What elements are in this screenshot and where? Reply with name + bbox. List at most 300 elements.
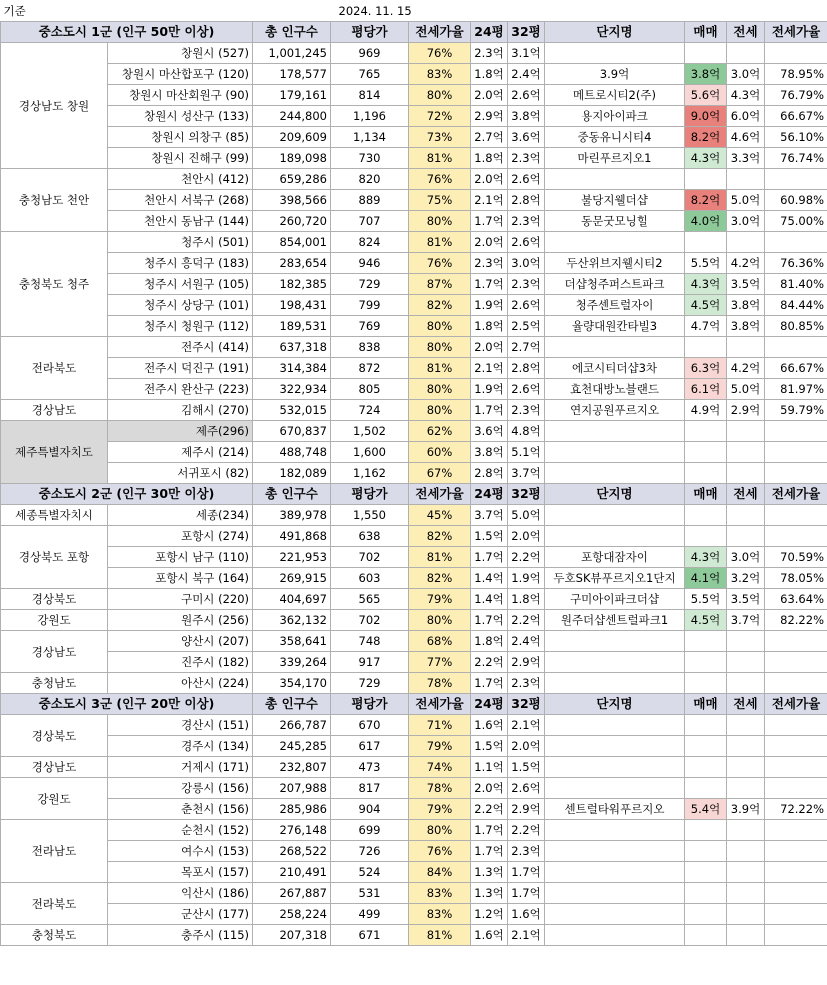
price-24-cell: 2.9억 bbox=[471, 106, 508, 127]
price-32-cell: 2.2억 bbox=[508, 547, 545, 568]
complex-name-cell bbox=[545, 883, 685, 904]
city-cell: 청주시 흥덕구 (183) bbox=[108, 253, 253, 274]
jeonse-price-cell: 3.5억 bbox=[727, 274, 765, 295]
population-cell: 339,264 bbox=[253, 652, 331, 673]
price-per-pyeong-cell: 769 bbox=[331, 316, 409, 337]
price-24-cell: 1.7억 bbox=[471, 400, 508, 421]
complex-jeonse-rate-cell bbox=[765, 505, 827, 526]
price-per-pyeong-cell: 638 bbox=[331, 526, 409, 547]
price-32-cell: 3.8억 bbox=[508, 106, 545, 127]
jeonse-price-cell bbox=[727, 715, 765, 736]
price-24-cell: 1.6억 bbox=[471, 715, 508, 736]
complex-name-cell bbox=[545, 337, 685, 358]
price-per-pyeong-cell: 730 bbox=[331, 148, 409, 169]
price-32-cell: 1.5억 bbox=[508, 757, 545, 778]
complex-jeonse-rate-cell bbox=[765, 463, 827, 484]
price-32-cell: 2.3억 bbox=[508, 211, 545, 232]
column-header: 전세가율 bbox=[765, 694, 827, 715]
population-cell: 267,887 bbox=[253, 883, 331, 904]
complex-name-cell: 원주더샵센트럴파크1 bbox=[545, 610, 685, 631]
table-row bbox=[1, 211, 827, 232]
complex-jeonse-rate-cell: 76.79% bbox=[765, 85, 827, 106]
jeonse-price-cell bbox=[727, 526, 765, 547]
jeonse-rate-cell: 83% bbox=[409, 883, 471, 904]
complex-jeonse-rate-cell: 72.22% bbox=[765, 799, 827, 820]
complex-jeonse-rate-cell: 81.40% bbox=[765, 274, 827, 295]
complex-jeonse-rate-cell bbox=[765, 442, 827, 463]
table-row bbox=[1, 589, 827, 610]
price-24-cell: 2.2억 bbox=[471, 799, 508, 820]
jeonse-rate-cell: 80% bbox=[409, 211, 471, 232]
city-cell: 서귀포시 (82) bbox=[108, 463, 253, 484]
price-24-cell: 1.8억 bbox=[471, 64, 508, 85]
city-cell: 경주시 (134) bbox=[108, 736, 253, 757]
price-per-pyeong-cell: 824 bbox=[331, 232, 409, 253]
price-24-cell: 2.0억 bbox=[471, 85, 508, 106]
price-24-cell: 1.7억 bbox=[471, 547, 508, 568]
region-cell: 경상남도 bbox=[1, 631, 108, 673]
jeonse-price-cell bbox=[727, 652, 765, 673]
price-32-cell: 2.0억 bbox=[508, 526, 545, 547]
complex-name-cell: 동문굿모닝힐 bbox=[545, 211, 685, 232]
complex-jeonse-rate-cell: 60.98% bbox=[765, 190, 827, 211]
jeonse-price-cell: 2.9억 bbox=[727, 400, 765, 421]
column-header: 총 인구수 bbox=[253, 694, 331, 715]
column-header: 전세 bbox=[727, 484, 765, 505]
jeonse-price-cell bbox=[727, 820, 765, 841]
city-cell: 제주(296) bbox=[108, 421, 253, 442]
price-32-cell: 2.2억 bbox=[508, 820, 545, 841]
jeonse-rate-cell: 74% bbox=[409, 757, 471, 778]
price-32-cell: 2.3억 bbox=[508, 673, 545, 694]
complex-name-cell: 효천대방노블랜드 bbox=[545, 379, 685, 400]
price-32-cell: 2.8억 bbox=[508, 358, 545, 379]
column-header: 32평 bbox=[508, 22, 545, 43]
price-24-cell: 1.7억 bbox=[471, 673, 508, 694]
region-cell: 충청남도 bbox=[1, 673, 108, 694]
city-cell: 경산시 (151) bbox=[108, 715, 253, 736]
complex-jeonse-rate-cell: 81.97% bbox=[765, 379, 827, 400]
column-header: 전세 bbox=[727, 694, 765, 715]
city-cell: 순천시 (152) bbox=[108, 820, 253, 841]
city-cell: 창원시 마산합포구 (120) bbox=[108, 64, 253, 85]
price-32-cell: 2.6억 bbox=[508, 379, 545, 400]
jeonse-price-cell bbox=[727, 883, 765, 904]
city-cell: 창원시 마산회원구 (90) bbox=[108, 85, 253, 106]
complex-name-cell: 두산위브지웰시티2 bbox=[545, 253, 685, 274]
region-cell: 경상북도 bbox=[1, 589, 108, 610]
price-per-pyeong-cell: 699 bbox=[331, 820, 409, 841]
price-32-cell: 2.0억 bbox=[508, 736, 545, 757]
table-row bbox=[1, 799, 827, 820]
column-header: 전세가율 bbox=[765, 484, 827, 505]
complex-jeonse-rate-cell: 66.67% bbox=[765, 106, 827, 127]
region-cell: 경상남도 bbox=[1, 757, 108, 778]
price-32-cell: 2.9억 bbox=[508, 652, 545, 673]
complex-jeonse-rate-cell bbox=[765, 778, 827, 799]
table-row bbox=[1, 295, 827, 316]
city-cell: 포항시 (274) bbox=[108, 526, 253, 547]
city-cell: 청주시 서원구 (105) bbox=[108, 274, 253, 295]
jeonse-rate-cell: 82% bbox=[409, 568, 471, 589]
city-cell: 청주시 (501) bbox=[108, 232, 253, 253]
sale-price-cell: 4.0억 bbox=[685, 211, 727, 232]
jeonse-price-cell: 4.2억 bbox=[727, 253, 765, 274]
city-cell: 청주시 청원구 (112) bbox=[108, 316, 253, 337]
price-32-cell: 2.1억 bbox=[508, 715, 545, 736]
section-title: 중소도시 3군 (인구 20만 이상) bbox=[1, 694, 253, 715]
complex-name-cell: 더샵청주퍼스트파크 bbox=[545, 274, 685, 295]
city-cell: 진주시 (182) bbox=[108, 652, 253, 673]
complex-jeonse-rate-cell bbox=[765, 232, 827, 253]
sale-price-cell bbox=[685, 715, 727, 736]
table-row bbox=[1, 64, 827, 85]
complex-jeonse-rate-cell bbox=[765, 43, 827, 64]
basis-label: 기준 bbox=[1, 0, 108, 22]
city-cell: 창원시 진해구 (99) bbox=[108, 148, 253, 169]
table-row bbox=[1, 841, 827, 862]
sale-price-cell bbox=[685, 925, 727, 946]
price-per-pyeong-cell: 820 bbox=[331, 169, 409, 190]
price-24-cell: 1.8억 bbox=[471, 316, 508, 337]
jeonse-price-cell: 3.0억 bbox=[727, 547, 765, 568]
sale-price-cell: 4.5억 bbox=[685, 295, 727, 316]
jeonse-rate-cell: 83% bbox=[409, 904, 471, 925]
jeonse-rate-cell: 72% bbox=[409, 106, 471, 127]
jeonse-rate-cell: 80% bbox=[409, 400, 471, 421]
population-cell: 268,522 bbox=[253, 841, 331, 862]
complex-name-cell bbox=[545, 505, 685, 526]
price-32-cell: 5.0억 bbox=[508, 505, 545, 526]
region-cell: 강원도 bbox=[1, 778, 108, 820]
sale-price-cell bbox=[685, 841, 727, 862]
sale-price-cell bbox=[685, 232, 727, 253]
price-per-pyeong-cell: 603 bbox=[331, 568, 409, 589]
price-per-pyeong-cell: 729 bbox=[331, 274, 409, 295]
jeonse-price-cell bbox=[727, 442, 765, 463]
price-per-pyeong-cell: 817 bbox=[331, 778, 409, 799]
table-row bbox=[1, 106, 827, 127]
table-row bbox=[1, 43, 827, 64]
jeonse-price-cell: 3.9억 bbox=[727, 799, 765, 820]
price-32-cell: 2.2억 bbox=[508, 610, 545, 631]
price-32-cell: 2.6억 bbox=[508, 169, 545, 190]
jeonse-price-cell: 3.8억 bbox=[727, 316, 765, 337]
complex-jeonse-rate-cell bbox=[765, 421, 827, 442]
city-cell: 전주시 덕진구 (191) bbox=[108, 358, 253, 379]
price-24-cell: 2.3억 bbox=[471, 43, 508, 64]
jeonse-rate-cell: 81% bbox=[409, 547, 471, 568]
price-per-pyeong-cell: 805 bbox=[331, 379, 409, 400]
complex-name-cell: 마린푸르지오1 bbox=[545, 148, 685, 169]
city-cell: 창원시 (527) bbox=[108, 43, 253, 64]
price-24-cell: 2.1억 bbox=[471, 190, 508, 211]
table-row bbox=[1, 610, 827, 631]
city-cell: 천안시 서북구 (268) bbox=[108, 190, 253, 211]
price-32-cell: 2.1억 bbox=[508, 925, 545, 946]
complex-name-cell bbox=[545, 757, 685, 778]
table-row bbox=[1, 631, 827, 652]
table-row bbox=[1, 85, 827, 106]
jeonse-price-cell bbox=[727, 421, 765, 442]
population-cell: 266,787 bbox=[253, 715, 331, 736]
table-row bbox=[1, 463, 827, 484]
sale-price-cell bbox=[685, 757, 727, 778]
city-cell: 목포시 (157) bbox=[108, 862, 253, 883]
jeonse-price-cell bbox=[727, 337, 765, 358]
population-cell: 207,318 bbox=[253, 925, 331, 946]
complex-name-cell: 3.9억 bbox=[545, 64, 685, 85]
column-header: 24평 bbox=[471, 694, 508, 715]
population-cell: 182,385 bbox=[253, 274, 331, 295]
column-header: 총 인구수 bbox=[253, 484, 331, 505]
population-cell: 260,720 bbox=[253, 211, 331, 232]
city-cell: 춘천시 (156) bbox=[108, 799, 253, 820]
city-cell: 창원시 성산구 (133) bbox=[108, 106, 253, 127]
complex-jeonse-rate-cell bbox=[765, 925, 827, 946]
complex-name-cell bbox=[545, 421, 685, 442]
jeonse-rate-cell: 80% bbox=[409, 85, 471, 106]
table-row bbox=[1, 421, 827, 442]
complex-name-cell: 메트로시티2(주) bbox=[545, 85, 685, 106]
price-24-cell: 2.0억 bbox=[471, 169, 508, 190]
price-24-cell: 1.5억 bbox=[471, 736, 508, 757]
price-per-pyeong-cell: 1,550 bbox=[331, 505, 409, 526]
jeonse-price-cell bbox=[727, 631, 765, 652]
price-per-pyeong-cell: 524 bbox=[331, 862, 409, 883]
sale-price-cell: 8.2억 bbox=[685, 127, 727, 148]
jeonse-rate-cell: 67% bbox=[409, 463, 471, 484]
region-cell: 전라북도 bbox=[1, 337, 108, 400]
price-24-cell: 1.8억 bbox=[471, 148, 508, 169]
jeonse-rate-cell: 81% bbox=[409, 358, 471, 379]
population-cell: 285,986 bbox=[253, 799, 331, 820]
jeonse-rate-cell: 76% bbox=[409, 253, 471, 274]
jeonse-price-cell: 5.0억 bbox=[727, 379, 765, 400]
complex-jeonse-rate-cell bbox=[765, 757, 827, 778]
jeonse-rate-cell: 80% bbox=[409, 610, 471, 631]
price-24-cell: 3.6억 bbox=[471, 421, 508, 442]
price-24-cell: 1.2억 bbox=[471, 904, 508, 925]
price-32-cell: 2.9억 bbox=[508, 799, 545, 820]
column-header: 32평 bbox=[508, 484, 545, 505]
complex-jeonse-rate-cell bbox=[765, 883, 827, 904]
column-header: 24평 bbox=[471, 22, 508, 43]
jeonse-rate-cell: 79% bbox=[409, 799, 471, 820]
region-cell: 경상북도 포항 bbox=[1, 526, 108, 589]
price-32-cell: 2.3억 bbox=[508, 841, 545, 862]
city-cell: 포항시 북구 (164) bbox=[108, 568, 253, 589]
price-32-cell: 1.7억 bbox=[508, 862, 545, 883]
jeonse-rate-cell: 76% bbox=[409, 43, 471, 64]
complex-jeonse-rate-cell bbox=[765, 862, 827, 883]
complex-name-cell: 포항대잠자이 bbox=[545, 547, 685, 568]
jeonse-rate-cell: 68% bbox=[409, 631, 471, 652]
price-per-pyeong-cell: 1,134 bbox=[331, 127, 409, 148]
price-24-cell: 1.7억 bbox=[471, 211, 508, 232]
sale-price-cell bbox=[685, 883, 727, 904]
price-per-pyeong-cell: 702 bbox=[331, 547, 409, 568]
price-per-pyeong-cell: 1,600 bbox=[331, 442, 409, 463]
population-cell: 389,978 bbox=[253, 505, 331, 526]
table-row bbox=[1, 925, 827, 946]
jeonse-rate-cell: 82% bbox=[409, 295, 471, 316]
city-cell: 아산시 (224) bbox=[108, 673, 253, 694]
city-cell: 세종(234) bbox=[108, 505, 253, 526]
city-cell: 양산시 (207) bbox=[108, 631, 253, 652]
price-24-cell: 1.4억 bbox=[471, 568, 508, 589]
complex-name-cell bbox=[545, 673, 685, 694]
jeonse-rate-cell: 79% bbox=[409, 736, 471, 757]
complex-jeonse-rate-cell: 78.95% bbox=[765, 64, 827, 85]
sale-price-cell: 4.3억 bbox=[685, 274, 727, 295]
population-cell: 198,431 bbox=[253, 295, 331, 316]
price-24-cell: 2.1억 bbox=[471, 358, 508, 379]
table-row bbox=[1, 778, 827, 799]
city-cell: 충주시 (115) bbox=[108, 925, 253, 946]
complex-name-cell: 에코시티더샵3차 bbox=[545, 358, 685, 379]
population-cell: 354,170 bbox=[253, 673, 331, 694]
column-header: 전세가율 bbox=[765, 22, 827, 43]
price-per-pyeong-cell: 765 bbox=[331, 64, 409, 85]
price-32-cell: 3.0억 bbox=[508, 253, 545, 274]
jeonse-price-cell bbox=[727, 862, 765, 883]
jeonse-price-cell: 6.0억 bbox=[727, 106, 765, 127]
column-header: 전세가율 bbox=[409, 22, 471, 43]
jeonse-price-cell bbox=[727, 463, 765, 484]
price-per-pyeong-cell: 473 bbox=[331, 757, 409, 778]
price-24-cell: 1.8억 bbox=[471, 631, 508, 652]
city-cell: 포항시 남구 (110) bbox=[108, 547, 253, 568]
table-row bbox=[1, 862, 827, 883]
complex-jeonse-rate-cell: 76.36% bbox=[765, 253, 827, 274]
price-32-cell: 3.1억 bbox=[508, 43, 545, 64]
price-24-cell: 3.7억 bbox=[471, 505, 508, 526]
table-row bbox=[1, 904, 827, 925]
column-header: 단지명 bbox=[545, 484, 685, 505]
price-24-cell: 1.7억 bbox=[471, 274, 508, 295]
population-cell: 209,609 bbox=[253, 127, 331, 148]
sale-price-cell bbox=[685, 337, 727, 358]
top-row bbox=[1, 0, 827, 22]
jeonse-price-cell bbox=[727, 736, 765, 757]
table-row bbox=[1, 316, 827, 337]
region-cell: 충청북도 bbox=[1, 925, 108, 946]
population-cell: 178,577 bbox=[253, 64, 331, 85]
region-cell: 충청남도 천안 bbox=[1, 169, 108, 232]
jeonse-rate-cell: 80% bbox=[409, 820, 471, 841]
table-row bbox=[1, 526, 827, 547]
price-32-cell: 2.5억 bbox=[508, 316, 545, 337]
jeonse-rate-cell: 87% bbox=[409, 274, 471, 295]
column-header: 전세 bbox=[727, 22, 765, 43]
city-cell: 여수시 (153) bbox=[108, 841, 253, 862]
complex-jeonse-rate-cell: 56.10% bbox=[765, 127, 827, 148]
sale-price-cell bbox=[685, 463, 727, 484]
jeonse-price-cell bbox=[727, 169, 765, 190]
price-24-cell: 1.1억 bbox=[471, 757, 508, 778]
region-cell: 세종특별자치시 bbox=[1, 505, 108, 526]
complex-jeonse-rate-cell: 66.67% bbox=[765, 358, 827, 379]
price-24-cell: 1.3억 bbox=[471, 883, 508, 904]
complex-jeonse-rate-cell: 70.59% bbox=[765, 547, 827, 568]
price-32-cell: 2.6억 bbox=[508, 85, 545, 106]
population-cell: 637,318 bbox=[253, 337, 331, 358]
population-cell: 358,641 bbox=[253, 631, 331, 652]
population-cell: 221,953 bbox=[253, 547, 331, 568]
table-row bbox=[1, 673, 827, 694]
price-32-cell: 2.7억 bbox=[508, 337, 545, 358]
jeonse-price-cell: 3.8억 bbox=[727, 295, 765, 316]
table-row bbox=[1, 379, 827, 400]
jeonse-price-cell: 4.2억 bbox=[727, 358, 765, 379]
city-cell: 전주시 (414) bbox=[108, 337, 253, 358]
complex-jeonse-rate-cell: 82.22% bbox=[765, 610, 827, 631]
sale-price-cell: 4.5억 bbox=[685, 610, 727, 631]
region-cell: 경상북도 bbox=[1, 715, 108, 757]
sale-price-cell bbox=[685, 421, 727, 442]
price-per-pyeong-cell: 1,196 bbox=[331, 106, 409, 127]
city-cell: 구미시 (220) bbox=[108, 589, 253, 610]
price-per-pyeong-cell: 889 bbox=[331, 190, 409, 211]
complex-jeonse-rate-cell bbox=[765, 652, 827, 673]
complex-jeonse-rate-cell bbox=[765, 169, 827, 190]
sale-price-cell: 4.9억 bbox=[685, 400, 727, 421]
section-header-row bbox=[1, 484, 827, 505]
section-title: 중소도시 2군 (인구 30만 이상) bbox=[1, 484, 253, 505]
price-32-cell: 2.3억 bbox=[508, 148, 545, 169]
table-row bbox=[1, 127, 827, 148]
population-cell: 314,384 bbox=[253, 358, 331, 379]
population-cell: 276,148 bbox=[253, 820, 331, 841]
complex-name-cell bbox=[545, 736, 685, 757]
complex-jeonse-rate-cell: 75.00% bbox=[765, 211, 827, 232]
price-32-cell: 2.6억 bbox=[508, 778, 545, 799]
price-per-pyeong-cell: 814 bbox=[331, 85, 409, 106]
price-24-cell: 3.8억 bbox=[471, 442, 508, 463]
jeonse-rate-cell: 71% bbox=[409, 715, 471, 736]
population-cell: 670,837 bbox=[253, 421, 331, 442]
complex-jeonse-rate-cell bbox=[765, 673, 827, 694]
population-cell: 189,098 bbox=[253, 148, 331, 169]
region-cell: 경상남도 bbox=[1, 400, 108, 421]
jeonse-price-cell: 4.6억 bbox=[727, 127, 765, 148]
population-cell: 232,807 bbox=[253, 757, 331, 778]
sale-price-cell bbox=[685, 862, 727, 883]
population-cell: 854,001 bbox=[253, 232, 331, 253]
table-row bbox=[1, 400, 827, 421]
jeonse-price-cell: 4.3억 bbox=[727, 85, 765, 106]
complex-name-cell bbox=[545, 442, 685, 463]
population-cell: 244,800 bbox=[253, 106, 331, 127]
complex-jeonse-rate-cell bbox=[765, 526, 827, 547]
table-row bbox=[1, 757, 827, 778]
price-per-pyeong-cell: 617 bbox=[331, 736, 409, 757]
population-cell: 398,566 bbox=[253, 190, 331, 211]
population-cell: 179,161 bbox=[253, 85, 331, 106]
population-cell: 245,285 bbox=[253, 736, 331, 757]
price-per-pyeong-cell: 872 bbox=[331, 358, 409, 379]
column-header: 평당가 bbox=[331, 694, 409, 715]
table-row bbox=[1, 337, 827, 358]
population-cell: 182,089 bbox=[253, 463, 331, 484]
complex-jeonse-rate-cell bbox=[765, 715, 827, 736]
complex-jeonse-rate-cell bbox=[765, 631, 827, 652]
price-32-cell: 1.7억 bbox=[508, 883, 545, 904]
price-24-cell: 2.3억 bbox=[471, 253, 508, 274]
complex-name-cell bbox=[545, 778, 685, 799]
population-cell: 269,915 bbox=[253, 568, 331, 589]
